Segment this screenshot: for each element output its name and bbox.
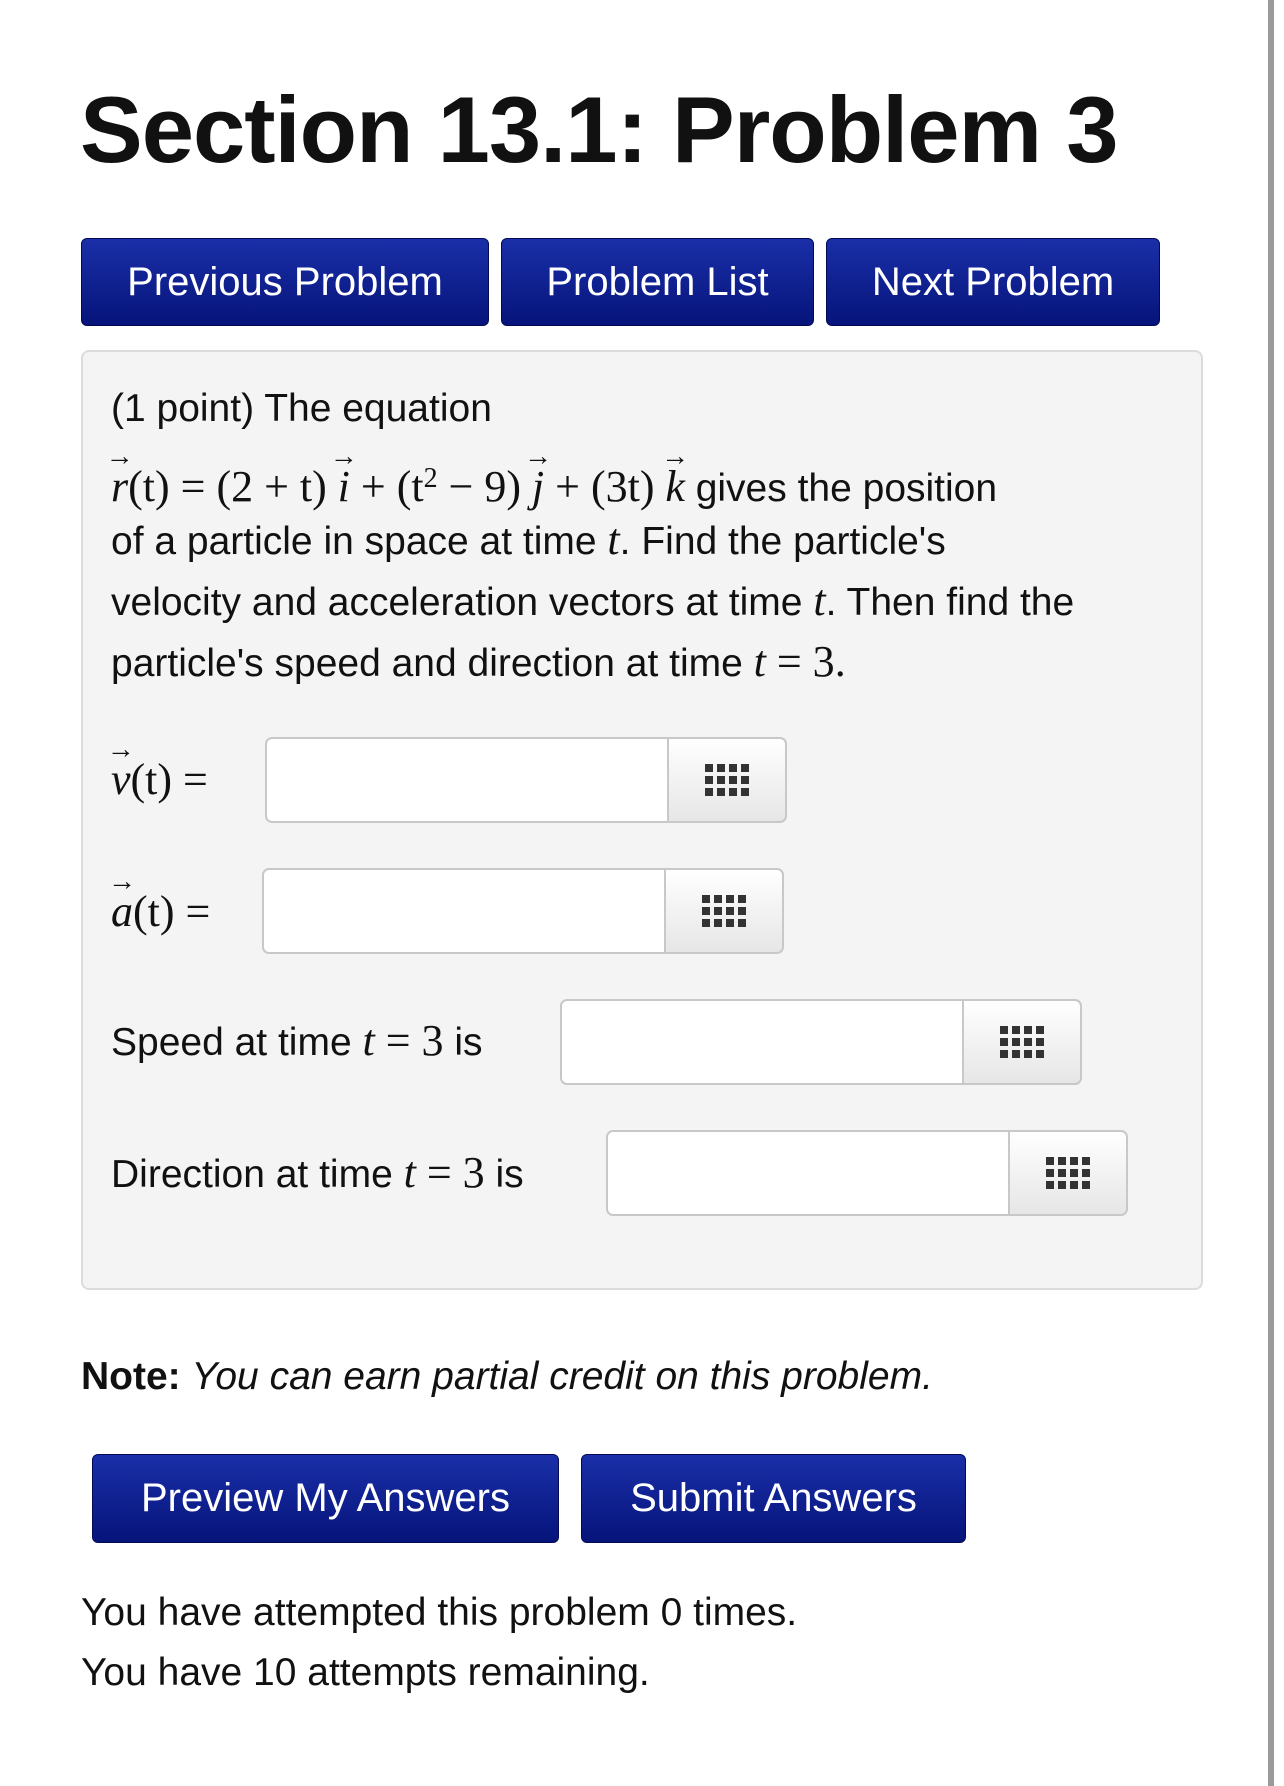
speed-input[interactable] — [560, 999, 964, 1085]
problem-list-button[interactable]: Problem List — [501, 238, 814, 326]
attempts-count: You have attempted this problem 0 times. — [81, 1591, 798, 1634]
velocity-equation-editor-button[interactable] — [669, 737, 787, 823]
equation-editor-icon — [1046, 1157, 1090, 1189]
direction-input[interactable] — [606, 1130, 1010, 1216]
acceleration-label: → a(t) = — [111, 882, 210, 944]
equation-editor-icon — [1000, 1026, 1044, 1058]
equation-editor-icon — [702, 895, 746, 927]
note-label: Note: — [81, 1355, 181, 1398]
scrollbar[interactable] — [1268, 0, 1274, 1786]
note-text: You can earn partial credit on this problem. — [191, 1355, 933, 1398]
acceleration-equation-editor-button[interactable] — [666, 868, 784, 954]
problem-intro: (1 point) The equation — [111, 387, 492, 430]
problem-equation: → $r(t) = (2 + t) \to i + (t^2 - 9) \to j + (3t) \to k$ gives the position — [111, 449, 997, 519]
speed-equation-editor-button[interactable] — [964, 999, 1082, 1085]
acceleration-input[interactable] — [262, 868, 666, 954]
direction-equation-editor-button[interactable] — [1010, 1130, 1128, 1216]
problem-line-3: of a particle in space at time t. Find the particle's — [111, 515, 946, 564]
velocity-label: → v(t) = — [111, 750, 208, 812]
problem-line-4: velocity and acceleration vectors at time t. Then find the — [111, 576, 1075, 625]
equation-editor-icon — [705, 764, 749, 796]
partial-credit-note — [81, 1355, 933, 1399]
vector-i: → i — [338, 457, 350, 517]
vector-r: → r — [111, 457, 128, 517]
velocity-input[interactable] — [265, 737, 669, 823]
direction-label: Direction at time t = 3 is — [111, 1148, 524, 1197]
submit-answers-button[interactable]: Submit Answers — [581, 1454, 966, 1543]
preview-answers-button[interactable]: Preview My Answers — [92, 1454, 559, 1543]
speed-label: Speed at time t = 3 is — [111, 1016, 483, 1065]
attempts-remaining: You have 10 attempts remaining. — [81, 1651, 650, 1694]
page-title: Section 13.1: Problem 3 — [80, 77, 1118, 182]
problem-line-5: particle's speed and direction at time t = 3. — [111, 637, 846, 686]
next-problem-button[interactable]: Next Problem — [826, 238, 1160, 326]
vector-k: → k — [665, 457, 685, 517]
previous-problem-button[interactable]: Previous Problem — [81, 238, 489, 326]
vector-j: → j — [532, 457, 544, 517]
